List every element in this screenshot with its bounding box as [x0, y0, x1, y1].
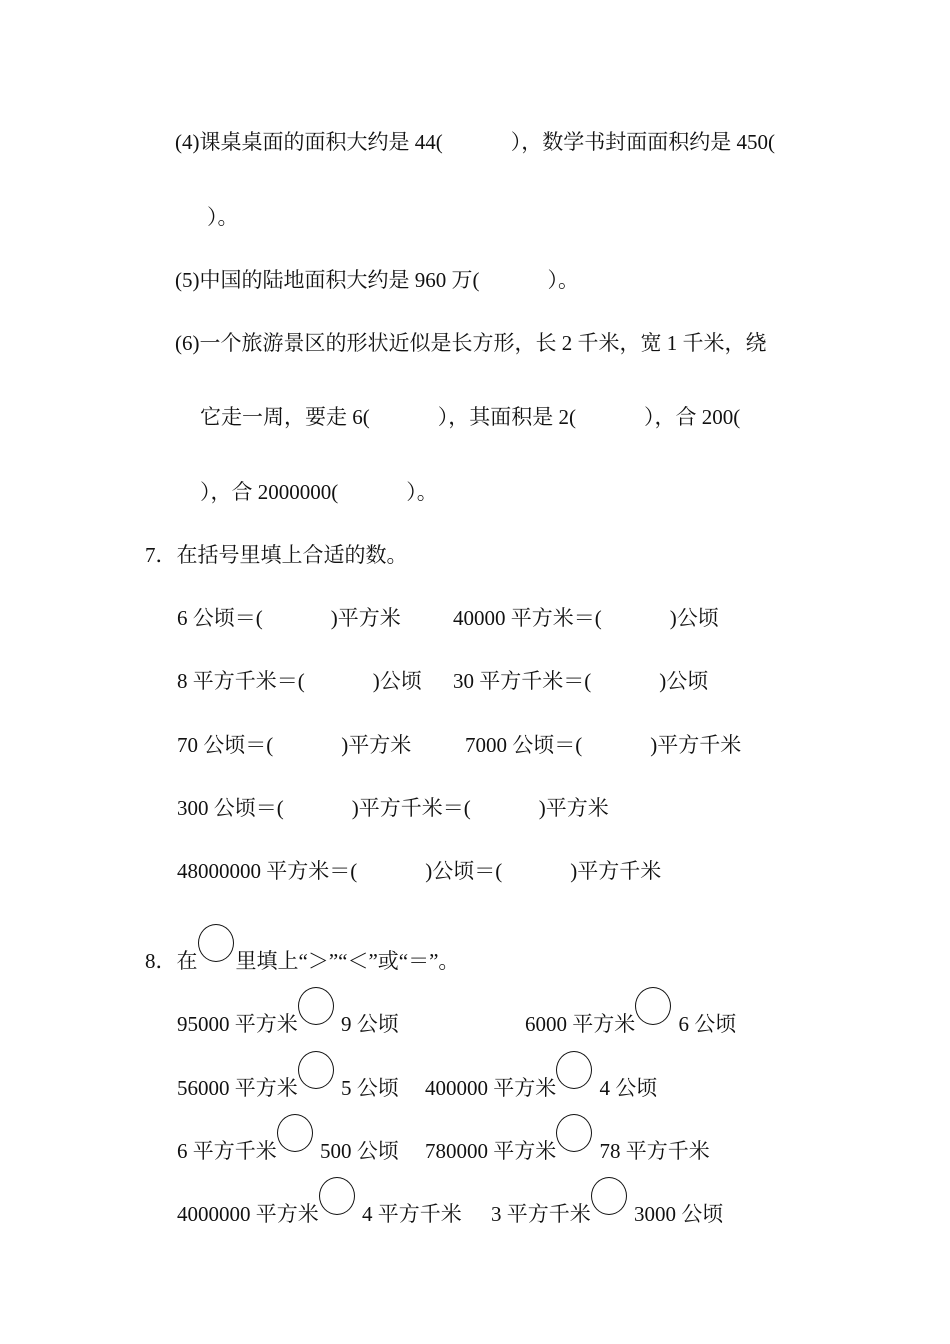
- text-segment: 9 公顷: [335, 1012, 399, 1036]
- line-q6-4-a: [175, 128, 775, 156]
- text-segment: 6 平方千米: [177, 1139, 277, 1163]
- answer-circle-icon[interactable]: [635, 987, 671, 1025]
- text-segment: 3000 公顷: [628, 1202, 724, 1226]
- text-segment: )公顷: [669, 606, 719, 630]
- line-q7-4: [177, 794, 609, 822]
- text-segment: 780000 平方米: [425, 1139, 557, 1163]
- text-segment: ），合 200(: [644, 405, 741, 429]
- text-segment: 6 公顷＝(: [177, 606, 263, 630]
- text-segment: ）。: [547, 268, 579, 292]
- answer-circle-icon[interactable]: [591, 1177, 627, 1215]
- line-q6-4-b: [207, 203, 239, 231]
- line-q8-2a: [177, 1051, 399, 1102]
- line-q8-4a: [177, 1177, 462, 1228]
- text-segment: 78 平方千米: [594, 1139, 710, 1163]
- line-q8-title: [145, 924, 459, 975]
- line-q6-6-a: [175, 329, 766, 357]
- text-segment: 6 公顷: [673, 1012, 737, 1036]
- text-segment: 3 平方千米: [491, 1202, 591, 1226]
- line-q7-5: [177, 857, 661, 885]
- text-segment: 48000000 平方米＝(: [177, 859, 358, 883]
- text-segment: 70 公顷＝(: [177, 733, 274, 757]
- line-q7-2a: [177, 667, 422, 695]
- line-q8-4b: [491, 1177, 723, 1228]
- text-segment: ）。: [207, 205, 239, 229]
- line-q8-1b: [525, 987, 736, 1038]
- text-segment: )平方千米＝(: [351, 796, 471, 820]
- answer-circle-icon[interactable]: [319, 1177, 355, 1215]
- text-segment: )公顷: [659, 669, 709, 693]
- text-segment: )平方米: [330, 606, 401, 630]
- text-segment: 7．在括号里填上合适的数。: [145, 543, 408, 567]
- line-q8-3b: [425, 1114, 710, 1165]
- text-segment: 8 平方千米＝(: [177, 669, 305, 693]
- text-segment: (6)一个旅游景区的形状近似是长方形，长 2 千米，宽 1 千米，绕: [175, 331, 767, 355]
- text-segment: 5 公顷: [335, 1076, 399, 1100]
- text-segment: 500 公顷: [314, 1139, 399, 1163]
- text-segment: 4000000 平方米: [177, 1202, 319, 1226]
- line-q7-2b: [453, 667, 708, 695]
- text-segment: 8．在: [145, 949, 198, 973]
- text-segment: 56000 平方米: [177, 1076, 298, 1100]
- text-segment: )平方米: [538, 796, 609, 820]
- answer-circle-icon[interactable]: [198, 924, 234, 962]
- text-segment: 40000 平方米＝(: [453, 606, 602, 630]
- text-segment: 95000 平方米: [177, 1012, 298, 1036]
- line-q6-6-b: [200, 403, 740, 431]
- text-segment: 里填上“＞”“＜”或“＝”。: [235, 949, 460, 973]
- text-segment: 4 公顷: [594, 1076, 658, 1100]
- line-q7-title: [145, 541, 408, 569]
- text-segment: 4 平方千米: [356, 1202, 462, 1226]
- answer-circle-icon[interactable]: [298, 987, 334, 1025]
- text-segment: ），其面积是 2(: [437, 405, 576, 429]
- answer-circle-icon[interactable]: [556, 1051, 592, 1089]
- answer-circle-icon[interactable]: [277, 1114, 313, 1152]
- text-segment: ）。: [406, 480, 438, 504]
- line-q7-1b: [453, 604, 719, 632]
- text-segment: 30 平方千米＝(: [453, 669, 592, 693]
- text-segment: 6000 平方米: [525, 1012, 636, 1036]
- text-segment: )平方千米: [650, 733, 742, 757]
- text-segment: ），数学书封面面积约是 450(: [510, 130, 775, 154]
- line-q7-3b: [465, 731, 741, 759]
- line-q7-1a: [177, 604, 401, 632]
- text-segment: ），合 2000000(: [200, 480, 339, 504]
- answer-circle-icon[interactable]: [556, 1114, 592, 1152]
- line-q6-6-c: [200, 478, 438, 506]
- line-q7-3a: [177, 731, 411, 759]
- text-segment: )平方千米: [570, 859, 662, 883]
- line-q8-2b: [425, 1051, 657, 1102]
- answer-circle-icon[interactable]: [298, 1051, 334, 1089]
- text-segment: (4)课桌桌面的面积大约是 44(: [175, 130, 443, 154]
- text-segment: (5)中国的陆地面积大约是 960 万(: [175, 268, 480, 292]
- text-segment: 它走一周，要走 6(: [200, 405, 370, 429]
- text-segment: )平方米: [341, 733, 412, 757]
- text-segment: )公顷＝(: [425, 859, 503, 883]
- text-segment: )公顷: [372, 669, 422, 693]
- text-segment: 300 公顷＝(: [177, 796, 284, 820]
- line-q6-5: [175, 266, 579, 294]
- text-segment: 400000 平方米: [425, 1076, 557, 1100]
- line-q8-1a: [177, 987, 399, 1038]
- line-q8-3a: [177, 1114, 399, 1165]
- text-segment: 7000 公顷＝(: [465, 733, 583, 757]
